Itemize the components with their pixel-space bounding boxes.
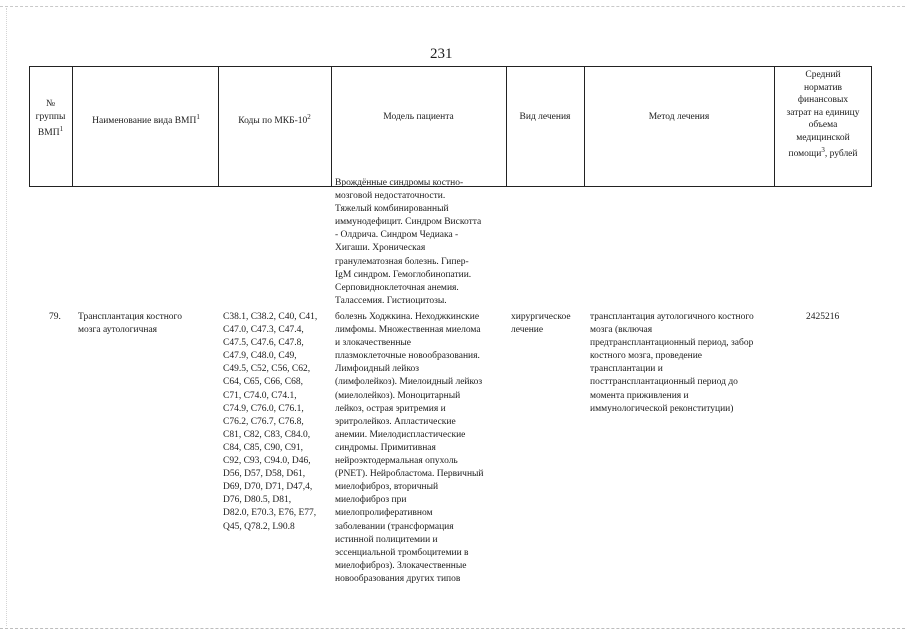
header-col-divider — [72, 66, 73, 186]
header-col-divider — [506, 66, 507, 186]
header-treatment-method: Метод лечения — [648, 112, 710, 122]
row-icd-codes: C38.1, C38.2, C40, C41, C47.0, C47.3, C47.4, C47.5, C47.6, C47.8, C47.9, C48.0, C49, C49.5, C52, C56, C62, C64, C65, C66, C68, C71, C74.0, C74.1, C74.9, C76.0, C76.1, C76.2, C76.7, C76.8, C81, C82, C83, C84.0, C84, C85, C90, C91, C92, C93, C94.0, D46, D56, D57, D58, D61, D69, D70, D71, D47,4, D76, D80.5, D81, D82.0, E70.3, E76, E77, Q45, Q78.2, L90.8 — [223, 312, 318, 532]
header-top-border — [29, 66, 872, 67]
header-group-no: № группы ВМП$^1$ — [35, 99, 66, 139]
header-vmp-name: Наименование вида ВМП$^1$ — [92, 113, 200, 127]
scan-edge-top — [0, 6, 905, 9]
row-treatment-method: трансплантация аутологичного костного мозга (включая предтрансплантационный период, забор костного мозга, проведение трансплантации и посттрансплантационный период до момента приживления и иммунологической реконституции) — [590, 312, 754, 414]
header-col-divider — [331, 66, 332, 186]
row-vmp-name: Трансплантация костного мозга аутологичная — [78, 312, 182, 336]
header-icd-codes: Коды по МКБ-$10^2$ — [238, 113, 311, 127]
row-patient-model: болезнь Ходжкина. Неходжкинские лимфомы. Множественная миелома и злокачественные плазмоклеточные новообразования. Лимфоидный лейкоз (лимфолейкоз). Миелоидный лейкоз (миелолейкоз). Моноцитарный лейкоз, острая эритремия и эритролейкоз. Апластические анемии. Миелодиспластические синдромы. Примитивная нейроэктодермальная опухоль (PNET). Нейробластома. Первичный миелофиброз, вторичный миелофиброз при миелопролиферативном заболевании (трансформация истинной полицитемии и эссенциальной тромбоцитемии в миелофиброз). Злокачественные новообразования других типов — [335, 312, 484, 584]
row-cost: 2425216 — [806, 312, 840, 322]
header-cost: Средний норматив финансовых затрат на единицу объема медицинской помощи$^3$, рублей — [786, 70, 860, 160]
scan-edge-left — [6, 8, 8, 626]
scan-edge-bottom — [0, 628, 905, 631]
header-patient-model: Модель пациента — [383, 112, 454, 122]
row-treatment-type: хирургическое лечение — [511, 312, 571, 336]
row-group-no: 79. — [49, 312, 61, 322]
page-number: 231 — [430, 46, 453, 62]
header-col-divider — [584, 66, 585, 186]
header-treatment-type: Вид лечения — [519, 112, 571, 122]
continuation-patient-model: Врождённые синдромы костно- мозговой недостаточности. Тяжелый комбинированный иммунодефицит. Синдром Вискотта - Олдрича. Синдром Чедиака - Хигаши. Хроническая гранулематозная болезнь. Гипер- IgM синдром. Гемоглобинопатии. Серповидноклеточная анемия. Талассемия. Гистиоцитозы. — [335, 178, 482, 306]
